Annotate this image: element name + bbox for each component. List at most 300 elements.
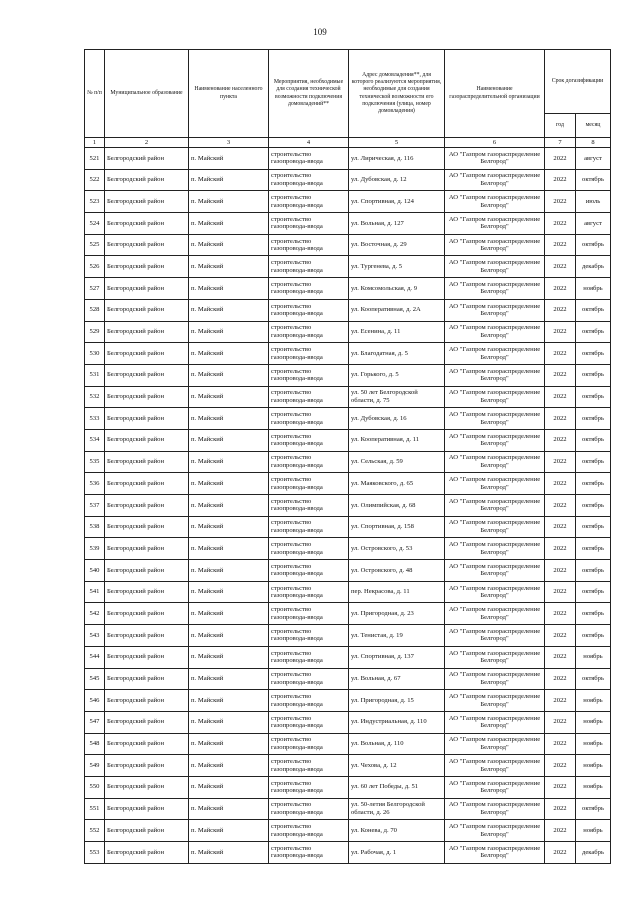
event-cell: строительство газопровода-ввода [269, 776, 349, 798]
settlement-cell: п. Майский [189, 798, 269, 820]
municipality-cell: Белгородский район [105, 820, 189, 842]
year-cell: 2022 [545, 148, 576, 170]
table-row [85, 386, 611, 408]
column-number: 2 [105, 138, 189, 148]
event-cell: строительство газопровода-ввода [269, 386, 349, 408]
address-cell: ул. Тургенева, д. 5 [349, 256, 445, 278]
org-cell: АО "Газпром газораспределение Белгород" [445, 755, 545, 777]
row-number: 531 [85, 364, 105, 386]
settlement-cell: п. Майский [189, 560, 269, 582]
row-number: 552 [85, 820, 105, 842]
municipality-cell: Белгородский район [105, 343, 189, 365]
event-cell: строительство газопровода-ввода [269, 668, 349, 690]
page-number: 109 [313, 27, 327, 37]
year-cell: 2022 [545, 625, 576, 647]
column-number: 4 [269, 138, 349, 148]
month-cell: ноябрь [576, 820, 611, 842]
row-number: 545 [85, 668, 105, 690]
settlement-cell: п. Майский [189, 299, 269, 321]
municipality-cell: Белгородский район [105, 646, 189, 668]
org-cell: АО "Газпром газораспределение Белгород" [445, 473, 545, 495]
org-cell: АО "Газпром газораспределение Белгород" [445, 234, 545, 256]
table-row [85, 191, 611, 213]
settlement-cell: п. Майский [189, 473, 269, 495]
address-cell: ул. Островского, д. 53 [349, 538, 445, 560]
settlement-cell: п. Майский [189, 321, 269, 343]
row-number: 544 [85, 646, 105, 668]
org-cell: АО "Газпром газораспределение Белгород" [445, 451, 545, 473]
municipality-cell: Белгородский район [105, 581, 189, 603]
month-cell: октябрь [576, 495, 611, 517]
event-cell: строительство газопровода-ввода [269, 646, 349, 668]
month-cell: октябрь [576, 581, 611, 603]
year-cell: 2022 [545, 451, 576, 473]
org-cell: АО "Газпром газораспределение Белгород" [445, 191, 545, 213]
month-cell: октябрь [576, 429, 611, 451]
settlement-cell: п. Майский [189, 429, 269, 451]
table-row [85, 213, 611, 235]
table-row [85, 148, 611, 170]
header-month: месяц [576, 114, 611, 138]
year-cell: 2022 [545, 776, 576, 798]
municipality-cell: Белгородский район [105, 560, 189, 582]
event-cell: строительство газопровода-ввода [269, 169, 349, 191]
settlement-cell: п. Майский [189, 776, 269, 798]
month-cell: октябрь [576, 516, 611, 538]
table-row [85, 625, 611, 647]
table-row [85, 516, 611, 538]
month-cell: октябрь [576, 321, 611, 343]
row-number: 533 [85, 408, 105, 430]
org-cell: АО "Газпром газораспределение Белгород" [445, 386, 545, 408]
municipality-cell: Белгородский район [105, 321, 189, 343]
org-cell: АО "Газпром газораспределение Белгород" [445, 690, 545, 712]
address-cell: ул. Спортивная, д. 137 [349, 646, 445, 668]
row-number: 523 [85, 191, 105, 213]
address-cell: ул. Пригородная, д. 15 [349, 690, 445, 712]
address-cell: ул. Сельская, д. 59 [349, 451, 445, 473]
table-row [85, 451, 611, 473]
org-cell: АО "Газпром газораспределение Белгород" [445, 408, 545, 430]
address-cell: ул. Спортивная, д. 158 [349, 516, 445, 538]
settlement-cell: п. Майский [189, 733, 269, 755]
event-cell: строительство газопровода-ввода [269, 538, 349, 560]
year-cell: 2022 [545, 538, 576, 560]
row-number: 537 [85, 495, 105, 517]
address-cell: ул. Спортивная, д. 124 [349, 191, 445, 213]
municipality-cell: Белгородский район [105, 625, 189, 647]
municipality-cell: Белгородский район [105, 386, 189, 408]
column-number: 6 [445, 138, 545, 148]
municipality-cell: Белгородский район [105, 364, 189, 386]
municipality-cell: Белгородский район [105, 733, 189, 755]
month-cell: октябрь [576, 473, 611, 495]
month-cell: октябрь [576, 538, 611, 560]
row-number: 553 [85, 842, 105, 864]
row-number: 547 [85, 711, 105, 733]
org-cell: АО "Газпром газораспределение Белгород" [445, 343, 545, 365]
year-cell: 2022 [545, 364, 576, 386]
year-cell: 2022 [545, 429, 576, 451]
settlement-cell: п. Майский [189, 820, 269, 842]
org-cell: АО "Газпром газораспределение Белгород" [445, 581, 545, 603]
row-number: 550 [85, 776, 105, 798]
settlement-cell: п. Майский [189, 386, 269, 408]
table-row [85, 495, 611, 517]
year-cell: 2022 [545, 321, 576, 343]
municipality-cell: Белгородский район [105, 429, 189, 451]
table-row [85, 256, 611, 278]
month-cell: ноябрь [576, 755, 611, 777]
settlement-cell: п. Майский [189, 278, 269, 300]
address-cell: ул. Рабочая, д. 1 [349, 842, 445, 864]
year-cell: 2022 [545, 733, 576, 755]
header-num: № п/п [85, 50, 105, 138]
table-row [85, 299, 611, 321]
municipality-cell: Белгородский район [105, 842, 189, 864]
address-cell: ул. Дубовская, д. 12 [349, 169, 445, 191]
org-cell: АО "Газпром газораспределение Белгород" [445, 776, 545, 798]
address-cell: пер. Некрасова, д. 11 [349, 581, 445, 603]
address-cell: ул. 50-летия Белгородской области, д. 26 [349, 798, 445, 820]
event-cell: строительство газопровода-ввода [269, 234, 349, 256]
event-cell: строительство газопровода-ввода [269, 451, 349, 473]
table-row [85, 668, 611, 690]
org-cell: АО "Газпром газораспределение Белгород" [445, 213, 545, 235]
address-cell: ул. Пригородная, д. 23 [349, 603, 445, 625]
settlement-cell: п. Майский [189, 408, 269, 430]
municipality-cell: Белгородский район [105, 148, 189, 170]
address-cell: ул. Маяковского, д. 65 [349, 473, 445, 495]
month-cell: октябрь [576, 603, 611, 625]
row-number: 532 [85, 386, 105, 408]
municipality-cell: Белгородский район [105, 495, 189, 517]
address-cell: ул. Тенистая, д. 19 [349, 625, 445, 647]
settlement-cell: п. Майский [189, 343, 269, 365]
column-number: 7 [545, 138, 576, 148]
event-cell: строительство газопровода-ввода [269, 321, 349, 343]
org-cell: АО "Газпром газораспределение Белгород" [445, 646, 545, 668]
address-cell: ул. Конева, д. 70 [349, 820, 445, 842]
address-cell: ул. Горького, д. 5 [349, 364, 445, 386]
address-cell: ул. 60 лет Победы, д. 51 [349, 776, 445, 798]
org-cell: АО "Газпром газораспределение Белгород" [445, 842, 545, 864]
gasification-table [84, 49, 611, 864]
row-number: 522 [85, 169, 105, 191]
month-cell: ноябрь [576, 733, 611, 755]
row-number: 530 [85, 343, 105, 365]
year-cell: 2022 [545, 473, 576, 495]
settlement-cell: п. Майский [189, 451, 269, 473]
org-cell: АО "Газпром газораспределение Белгород" [445, 668, 545, 690]
org-cell: АО "Газпром газораспределение Белгород" [445, 495, 545, 517]
table-row [85, 429, 611, 451]
year-cell: 2022 [545, 711, 576, 733]
row-number: 528 [85, 299, 105, 321]
month-cell: октябрь [576, 560, 611, 582]
table-row [85, 603, 611, 625]
municipality-cell: Белгородский район [105, 538, 189, 560]
header-term: Срок догазификации [545, 50, 611, 114]
municipality-cell: Белгородский район [105, 191, 189, 213]
row-number: 527 [85, 278, 105, 300]
row-number: 548 [85, 733, 105, 755]
table-row [85, 343, 611, 365]
org-cell: АО "Газпром газораспределение Белгород" [445, 169, 545, 191]
month-cell: ноябрь [576, 776, 611, 798]
year-cell: 2022 [545, 646, 576, 668]
org-cell: АО "Газпром газораспределение Белгород" [445, 538, 545, 560]
org-cell: АО "Газпром газораспределение Белгород" [445, 711, 545, 733]
column-number-row [85, 138, 611, 148]
month-cell: октябрь [576, 625, 611, 647]
year-cell: 2022 [545, 755, 576, 777]
event-cell: строительство газопровода-ввода [269, 278, 349, 300]
header-address: Адрес домовладения**, для которого реализуются мероприятия, необходимые для создания технической возможности его подключения (улица, номер домовладения) [349, 50, 445, 138]
header-municipality: Муниципальное образование [105, 50, 189, 138]
event-cell: строительство газопровода-ввода [269, 148, 349, 170]
event-cell: строительство газопровода-ввода [269, 429, 349, 451]
settlement-cell: п. Майский [189, 690, 269, 712]
year-cell: 2022 [545, 495, 576, 517]
address-cell: ул. Вольная, д. 67 [349, 668, 445, 690]
settlement-cell: п. Майский [189, 516, 269, 538]
address-cell: ул. Кооперативная, д. 11 [349, 429, 445, 451]
event-cell: строительство газопровода-ввода [269, 299, 349, 321]
municipality-cell: Белгородский район [105, 234, 189, 256]
table-row [85, 798, 611, 820]
row-number: 551 [85, 798, 105, 820]
year-cell: 2022 [545, 798, 576, 820]
settlement-cell: п. Майский [189, 755, 269, 777]
year-cell: 2022 [545, 169, 576, 191]
org-cell: АО "Газпром газораспределение Белгород" [445, 625, 545, 647]
month-cell: декабрь [576, 842, 611, 864]
municipality-cell: Белгородский район [105, 690, 189, 712]
year-cell: 2022 [545, 603, 576, 625]
org-cell: АО "Газпром газораспределение Белгород" [445, 148, 545, 170]
month-cell: ноябрь [576, 690, 611, 712]
org-cell: АО "Газпром газораспределение Белгород" [445, 733, 545, 755]
year-cell: 2022 [545, 820, 576, 842]
table-row [85, 776, 611, 798]
municipality-cell: Белгородский район [105, 408, 189, 430]
year-cell: 2022 [545, 343, 576, 365]
municipality-cell: Белгородский район [105, 473, 189, 495]
address-cell: ул. Индустриальная, д. 110 [349, 711, 445, 733]
year-cell: 2022 [545, 408, 576, 430]
municipality-cell: Белгородский район [105, 776, 189, 798]
settlement-cell: п. Майский [189, 538, 269, 560]
address-cell: ул. Вольная, д. 127 [349, 213, 445, 235]
column-number: 5 [349, 138, 445, 148]
month-cell: июль [576, 191, 611, 213]
year-cell: 2022 [545, 516, 576, 538]
municipality-cell: Белгородский район [105, 451, 189, 473]
row-number: 546 [85, 690, 105, 712]
org-cell: АО "Газпром газораспределение Белгород" [445, 820, 545, 842]
settlement-cell: п. Майский [189, 191, 269, 213]
column-number: 8 [576, 138, 611, 148]
row-number: 538 [85, 516, 105, 538]
event-cell: строительство газопровода-ввода [269, 755, 349, 777]
header-year: год [545, 114, 576, 138]
header-event: Мероприятия, необходимые для создания технической возможности подключения домовладений** [269, 50, 349, 138]
row-number: 534 [85, 429, 105, 451]
settlement-cell: п. Майский [189, 148, 269, 170]
year-cell: 2022 [545, 386, 576, 408]
settlement-cell: п. Майский [189, 581, 269, 603]
month-cell: октябрь [576, 169, 611, 191]
municipality-cell: Белгородский район [105, 213, 189, 235]
column-number: 3 [189, 138, 269, 148]
settlement-cell: п. Майский [189, 668, 269, 690]
event-cell: строительство газопровода-ввода [269, 191, 349, 213]
row-number: 536 [85, 473, 105, 495]
municipality-cell: Белгородский район [105, 299, 189, 321]
table-row [85, 820, 611, 842]
event-cell: строительство газопровода-ввода [269, 581, 349, 603]
row-number: 535 [85, 451, 105, 473]
table-row [85, 473, 611, 495]
address-cell: ул. Чехова, д. 12 [349, 755, 445, 777]
month-cell: октябрь [576, 668, 611, 690]
header-settlement: Наименование населенного пункта [189, 50, 269, 138]
year-cell: 2022 [545, 581, 576, 603]
event-cell: строительство газопровода-ввода [269, 842, 349, 864]
row-number: 526 [85, 256, 105, 278]
address-cell: ул. 50 лет Белгородской области, д. 75 [349, 386, 445, 408]
event-cell: строительство газопровода-ввода [269, 560, 349, 582]
row-number: 541 [85, 581, 105, 603]
month-cell: октябрь [576, 451, 611, 473]
row-number: 542 [85, 603, 105, 625]
address-cell: ул. Островского, д. 48 [349, 560, 445, 582]
event-cell: строительство газопровода-ввода [269, 711, 349, 733]
month-cell: август [576, 148, 611, 170]
municipality-cell: Белгородский район [105, 798, 189, 820]
row-number: 521 [85, 148, 105, 170]
address-cell: ул. Вольная, д. 110 [349, 733, 445, 755]
year-cell: 2022 [545, 234, 576, 256]
table-row [85, 278, 611, 300]
org-cell: АО "Газпром газораспределение Белгород" [445, 429, 545, 451]
address-cell: ул. Кооперативная, д. 2А [349, 299, 445, 321]
header-org: Наименование газораспределительной организации [445, 50, 545, 138]
row-number: 524 [85, 213, 105, 235]
month-cell: август [576, 213, 611, 235]
address-cell: ул. Дубовская, д. 16 [349, 408, 445, 430]
row-number: 540 [85, 560, 105, 582]
event-cell: строительство газопровода-ввода [269, 213, 349, 235]
table-row [85, 560, 611, 582]
table-row [85, 690, 611, 712]
settlement-cell: п. Майский [189, 711, 269, 733]
org-cell: АО "Газпром газораспределение Белгород" [445, 256, 545, 278]
event-cell: строительство газопровода-ввода [269, 625, 349, 647]
event-cell: строительство газопровода-ввода [269, 408, 349, 430]
month-cell: ноябрь [576, 646, 611, 668]
event-cell: строительство газопровода-ввода [269, 364, 349, 386]
municipality-cell: Белгородский район [105, 516, 189, 538]
settlement-cell: п. Майский [189, 256, 269, 278]
year-cell: 2022 [545, 213, 576, 235]
org-cell: АО "Газпром газораспределение Белгород" [445, 603, 545, 625]
table-row [85, 711, 611, 733]
org-cell: АО "Газпром газораспределение Белгород" [445, 278, 545, 300]
year-cell: 2022 [545, 842, 576, 864]
org-cell: АО "Газпром газораспределение Белгород" [445, 560, 545, 582]
event-cell: строительство газопровода-ввода [269, 495, 349, 517]
table-row [85, 234, 611, 256]
year-cell: 2022 [545, 256, 576, 278]
month-cell: октябрь [576, 408, 611, 430]
event-cell: строительство газопровода-ввода [269, 473, 349, 495]
address-cell: ул. Комсомольская, д. 9 [349, 278, 445, 300]
municipality-cell: Белгородский район [105, 755, 189, 777]
municipality-cell: Белгородский район [105, 711, 189, 733]
year-cell: 2022 [545, 560, 576, 582]
event-cell: строительство газопровода-ввода [269, 820, 349, 842]
org-cell: АО "Газпром газораспределение Белгород" [445, 516, 545, 538]
table-row [85, 321, 611, 343]
month-cell: октябрь [576, 364, 611, 386]
month-cell: октябрь [576, 234, 611, 256]
event-cell: строительство газопровода-ввода [269, 733, 349, 755]
event-cell: строительство газопровода-ввода [269, 798, 349, 820]
settlement-cell: п. Майский [189, 364, 269, 386]
settlement-cell: п. Майский [189, 625, 269, 647]
row-number: 549 [85, 755, 105, 777]
org-cell: АО "Газпром газораспределение Белгород" [445, 364, 545, 386]
month-cell: октябрь [576, 798, 611, 820]
year-cell: 2022 [545, 690, 576, 712]
year-cell: 2022 [545, 668, 576, 690]
row-number: 525 [85, 234, 105, 256]
address-cell: ул. Лирическая, д. 116 [349, 148, 445, 170]
address-cell: ул. Благодатная, д. 5 [349, 343, 445, 365]
event-cell: строительство газопровода-ввода [269, 690, 349, 712]
table-body [85, 148, 611, 864]
municipality-cell: Белгородский район [105, 278, 189, 300]
table-row [85, 581, 611, 603]
settlement-cell: п. Майский [189, 603, 269, 625]
settlement-cell: п. Майский [189, 646, 269, 668]
settlement-cell: п. Майский [189, 169, 269, 191]
table-row [85, 169, 611, 191]
org-cell: АО "Газпром газораспределение Белгород" [445, 798, 545, 820]
column-number: 1 [85, 138, 105, 148]
table-row [85, 408, 611, 430]
municipality-cell: Белгородский район [105, 603, 189, 625]
org-cell: АО "Газпром газораспределение Белгород" [445, 321, 545, 343]
event-cell: строительство газопровода-ввода [269, 603, 349, 625]
month-cell: ноябрь [576, 711, 611, 733]
settlement-cell: п. Майский [189, 495, 269, 517]
event-cell: строительство газопровода-ввода [269, 256, 349, 278]
table-row [85, 842, 611, 864]
month-cell: октябрь [576, 299, 611, 321]
month-cell: декабрь [576, 256, 611, 278]
settlement-cell: п. Майский [189, 213, 269, 235]
event-cell: строительство газопровода-ввода [269, 516, 349, 538]
event-cell: строительство газопровода-ввода [269, 343, 349, 365]
month-cell: октябрь [576, 343, 611, 365]
row-number: 543 [85, 625, 105, 647]
settlement-cell: п. Майский [189, 234, 269, 256]
year-cell: 2022 [545, 278, 576, 300]
address-cell: ул. Олимпийская, д. 68 [349, 495, 445, 517]
